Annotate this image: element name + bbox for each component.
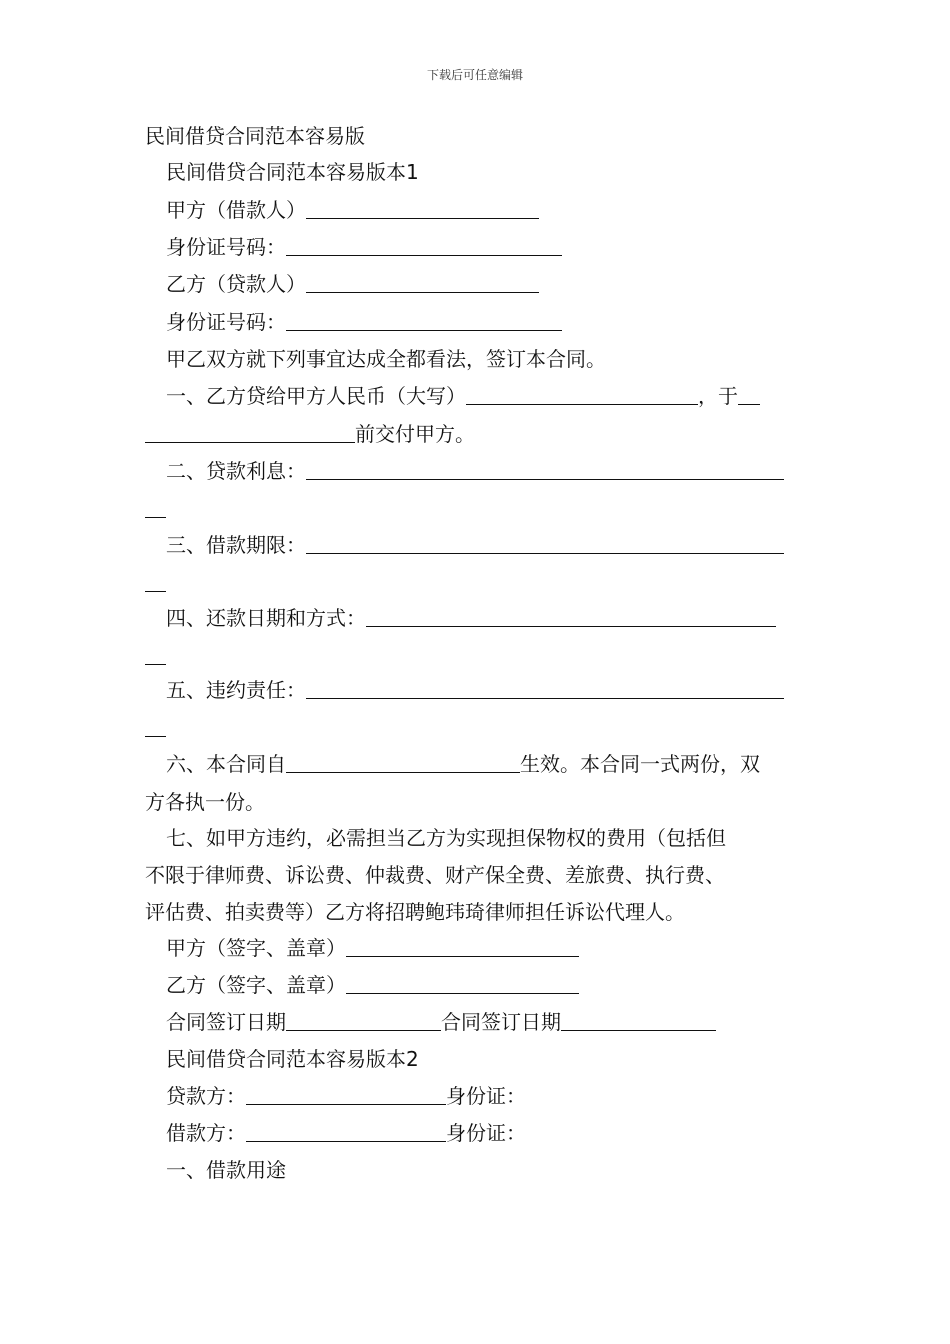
party-a-id-blank: [286, 235, 562, 256]
party-b-blank: [306, 272, 539, 293]
clause-6-blank: [286, 752, 520, 773]
sign-date-blank-2: [561, 1010, 716, 1031]
party-b-id-blank: [286, 310, 562, 331]
clause-1-line-2: [145, 422, 475, 446]
clause-5-overflow: [145, 716, 166, 740]
clause-3-line: [166, 533, 784, 557]
party-b-id-line: [166, 310, 562, 334]
clause-2-overflow: [145, 497, 166, 521]
sign-date-label-1: 合同签订日期: [166, 1010, 286, 1034]
clause-6-line-2: 方各执一份。: [145, 790, 265, 814]
sign-a-label: 甲方（签字、盖章）: [166, 936, 346, 960]
clause-4-line: [166, 606, 776, 630]
lender-label: 贷款方：: [166, 1084, 246, 1108]
section-1-heading: 一、借款用途: [166, 1158, 286, 1182]
clause-6-line-1: [166, 752, 760, 776]
clause-3-label: 三、借款期限：: [166, 533, 306, 557]
document-title: 民间借贷合同范本容易版: [145, 124, 365, 148]
clause-7-line-2: 不限于律师费、诉讼费、仲裁费、财产保全费、差旅费、执行费、: [145, 863, 725, 887]
clause-4-blank: [366, 606, 776, 627]
clause-6-effective-text: 生效。本合同一式两份，双: [520, 752, 760, 776]
page-header: 下载后可任意编辑: [426, 68, 523, 82]
party-a-blank: [306, 198, 539, 219]
party-b-line: [166, 272, 539, 296]
clause-5-blank: [306, 678, 784, 699]
clause-4-overflow: [145, 644, 166, 668]
clause-5-label: 五、违约责任：: [166, 678, 306, 702]
party-b-id-label: 身份证号码：: [166, 310, 286, 334]
clause-3-blank: [306, 533, 784, 554]
lender-blank: [246, 1084, 446, 1105]
party-a-id-label: 身份证号码：: [166, 235, 286, 259]
party-a-line: [166, 198, 539, 222]
borrower-line: [166, 1121, 526, 1145]
sign-date-label-2: 合同签订日期: [441, 1010, 561, 1034]
clause-2-label: 二、贷款利息：: [166, 459, 306, 483]
clause-5-line: [166, 678, 784, 702]
lender-line: [166, 1084, 526, 1108]
clause-2-blank: [306, 459, 784, 480]
clause-4-label: 四、还款日期和方式：: [166, 606, 366, 630]
clause-1-at: ，于: [698, 384, 738, 408]
clause-1-amount-blank: [466, 384, 698, 405]
party-b-label: 乙方（贷款人）: [166, 272, 306, 296]
clause-7-line-1: 七、如甲方违约，必需担当乙方为实现担保物权的费用（包括但: [166, 826, 726, 850]
lender-id-label: 身份证：: [446, 1084, 526, 1108]
sign-b-blank: [346, 973, 579, 994]
sign-date-blank-1: [286, 1010, 441, 1031]
version-2-heading: 民间借贷合同范本容易版本2: [166, 1047, 419, 1071]
clause-1-deliver-text: 前交付甲方。: [355, 422, 475, 446]
borrower-label: 借款方：: [166, 1121, 246, 1145]
clause-6-label: 六、本合同自: [166, 752, 286, 776]
clause-2-blank-end: [145, 497, 166, 518]
clause-4-blank-end: [145, 644, 166, 665]
clause-3-blank-end: [145, 571, 166, 592]
sign-date-line: [166, 1010, 716, 1034]
clause-7-line-3: 评估费、拍卖费等）乙方将招聘鲍玮琦律师担任诉讼代理人。: [145, 900, 685, 924]
clause-1-label: 一、乙方贷给甲方人民币（大写）: [166, 384, 466, 408]
intro-line: 甲乙双方就下列事宜达成全都看法，签订本合同。: [166, 347, 606, 371]
party-a-id-line: [166, 235, 562, 259]
clause-1-line-1: [166, 384, 760, 408]
clause-1-date-blank-start: [738, 384, 760, 405]
party-a-label: 甲方（借款人）: [166, 198, 306, 222]
sign-b-line: [166, 973, 579, 997]
sign-a-line: [166, 936, 579, 960]
clause-3-overflow: [145, 571, 166, 595]
clause-5-blank-end: [145, 716, 166, 737]
borrower-blank: [246, 1121, 446, 1142]
sign-b-label: 乙方（签字、盖章）: [166, 973, 346, 997]
borrower-id-label: 身份证：: [446, 1121, 526, 1145]
clause-2-line: [166, 459, 784, 483]
sign-a-blank: [346, 936, 579, 957]
version-1-heading: 民间借贷合同范本容易版本1: [166, 160, 419, 184]
clause-1-date-blank: [145, 422, 355, 443]
